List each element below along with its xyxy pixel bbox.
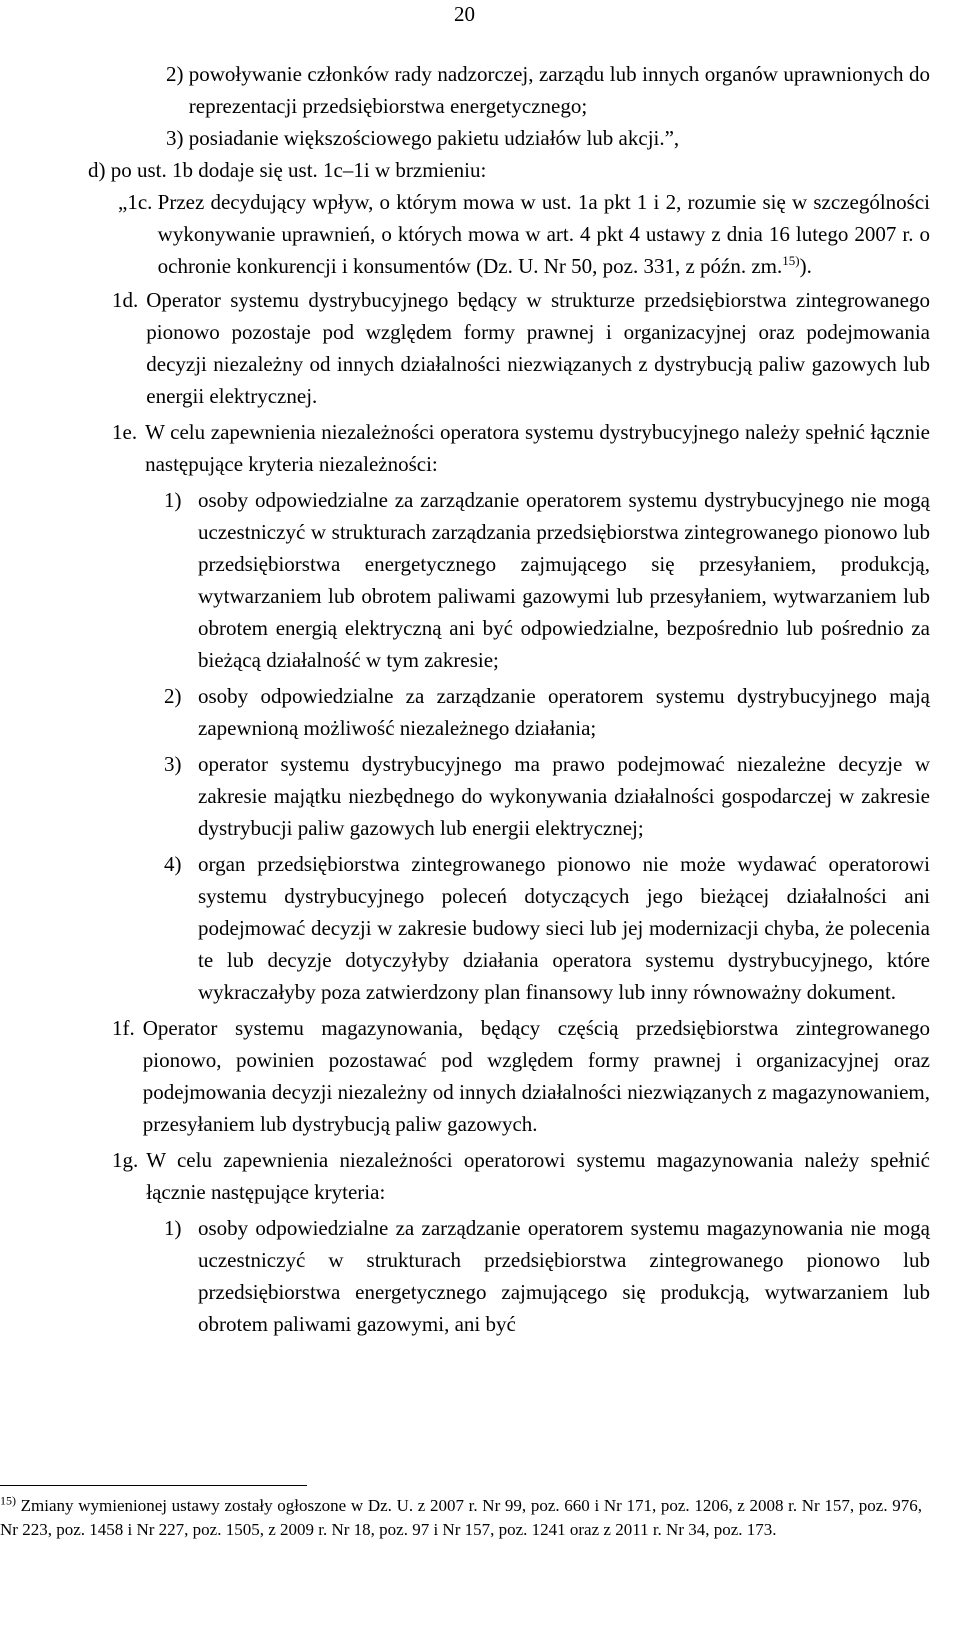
section-label: 1g. — [112, 1148, 139, 1172]
item-label: 2) — [166, 62, 184, 86]
section-1f — [88, 1012, 930, 1140]
document-body — [88, 58, 930, 1340]
item-label: 1) — [164, 1216, 182, 1240]
section-label: 1e. — [112, 420, 138, 444]
section-text: W celu zapewnienia niezależności operatorowi systemu magazynowania należy spełnić łącznie następujące kryteria: — [146, 1148, 930, 1204]
list-item — [88, 848, 930, 1008]
item-text: powoływanie członków rady nadzorczej, zarządu lub innych organów uprawnionych do reprezentacji przedsiębiorstwa energetycznego; — [188, 62, 930, 118]
item-text: osoby odpowiedzialne za zarządzanie operatorem systemu dystrybucyjnego mają zapewnioną możliwość niezależnego działania; — [198, 684, 930, 740]
item-label: 3) — [164, 752, 182, 776]
list-item — [88, 484, 930, 676]
section-label: 1f. — [112, 1016, 135, 1040]
footnote-ref: 15) — [782, 253, 800, 268]
list-item — [88, 58, 930, 122]
section-text: Operator systemu magazynowania, będący częścią przedsiębiorstwa zintegrowanego pionowo, powinien pozostawać pod względem formy prawnej i organizacyjnej oraz podejmowania decyzji niezależny od innych działalności niezwiązanych z magazynowaniem, przesyłaniem lub dystrybucją paliw gazowych. — [142, 1016, 930, 1136]
section-body: Przez decydujący wpływ, o którym mowa w ust. 1a pkt 1 i 2, rozumie się w szczególności wykonywanie uprawnień, o których mowa w art. 4 pkt 4 ustawy z dnia 16 lutego 2007 r. o ochronie konkurencji i konsumentów (Dz. U. Nr 50, poz. 331, z późn. zm. — [157, 190, 930, 278]
item-text: osoby odpowiedzialne za zarządzanie operatorem systemu magazynowania nie mogą uczestniczyć w strukturach przedsiębiorstwa zintegrowanego pionowo lub przedsiębiorstwa energetycznego zajmującego się produkcją, wytwarzaniem lub obrotem paliwami gazowymi, ani być — [198, 1216, 930, 1336]
item-label: 3) — [166, 126, 184, 150]
page-number: 20 — [454, 2, 475, 26]
list-item — [88, 680, 930, 744]
section-label: 1d. — [112, 288, 139, 312]
section-text: Operator systemu dystrybucyjnego będący w strukturze przedsiębiorstwa zintegrowanego pionowo pozostaje pod względem formy prawnej i organizacyjnej oraz podejmowania decyzji niezależny od innych działalności niezwiązanych z dystrybucją paliw gazowych lub energii elektrycznej. — [146, 288, 930, 408]
item-text: posiadanie większościowego pakietu udziałów lub akcji.”, — [188, 126, 680, 150]
item-label: 4) — [164, 852, 182, 876]
item-label: 1) — [164, 488, 182, 512]
footnote-mark: 15) — [0, 1493, 16, 1508]
list-item — [88, 748, 930, 844]
section-1g — [88, 1144, 930, 1208]
footnote-text: Zmiany wymienionej ustawy zostały ogłoszone w Dz. U. z 2007 r. Nr 99, poz. 660 i Nr 171, poz. 1206, z 2008 r. Nr 157, poz. 976, Nr 223, poz. 1458 i Nr 227, poz. 1505, z 2009 r. Nr 18, poz. 97 i Nr 157, poz. 1241 oraz z 2011 r. Nr 34, poz. 173. — [0, 1496, 923, 1539]
list-item — [88, 1212, 930, 1340]
section-text: W celu zapewnienia niezależności operatora systemu dystrybucyjnego należy spełnić łącznie następujące kryteria niezależności: — [145, 420, 930, 476]
list-item — [88, 122, 930, 154]
footnote — [0, 1494, 922, 1542]
section-text — [158, 186, 930, 282]
section-1e — [88, 416, 930, 480]
item-text: operator systemu dystrybucyjnego ma prawo podejmować niezależne decyzje w zakresie majątku niezbędnego do wykonywania działalności gospodarczej w zakresie dystrybucji paliw gazowych lub energii elektrycznej; — [198, 752, 930, 840]
item-label: 2) — [164, 684, 182, 708]
amendment-intro: d) po ust. 1b dodaje się ust. 1c–1i w brzmieniu: — [88, 158, 487, 182]
section-1d — [88, 284, 930, 412]
section-1c — [88, 186, 930, 282]
item-text: osoby odpowiedzialne za zarządzanie operatorem systemu dystrybucyjnego nie mogą uczestniczyć w strukturach zarządzania przedsiębiorstwa zintegrowanego pionowo lub przedsiębiorstwa energetycznego zajmującego się przesyłaniem, produkcją, wytwarzaniem lub obrotem paliwami gazowymi lub przesyłaniem, wytwarzaniem lub obrotem energią elektryczną ani być odpowiedzialne, bezpośrednio lub pośrednio za bieżącą działalność w tym zakresie; — [198, 488, 930, 672]
footnote-separator — [0, 1485, 307, 1486]
section-label: „1c. — [118, 190, 153, 214]
section-end: ). — [799, 254, 812, 278]
item-text: organ przedsiębiorstwa zintegrowanego pionowo nie może wydawać operatorowi systemu dystrybucyjnego poleceń dotyczących jego bieżącej działalności ani podejmować decyzji w zakresie budowy sieci lub jej modernizacji chyba, że polecenia te lub decyzje dotyczyłyby działania operatora systemu dystrybucyjnego, które wykraczałyby poza zatwierdzony plan finansowy lub inny równoważny dokument. — [198, 852, 930, 1004]
